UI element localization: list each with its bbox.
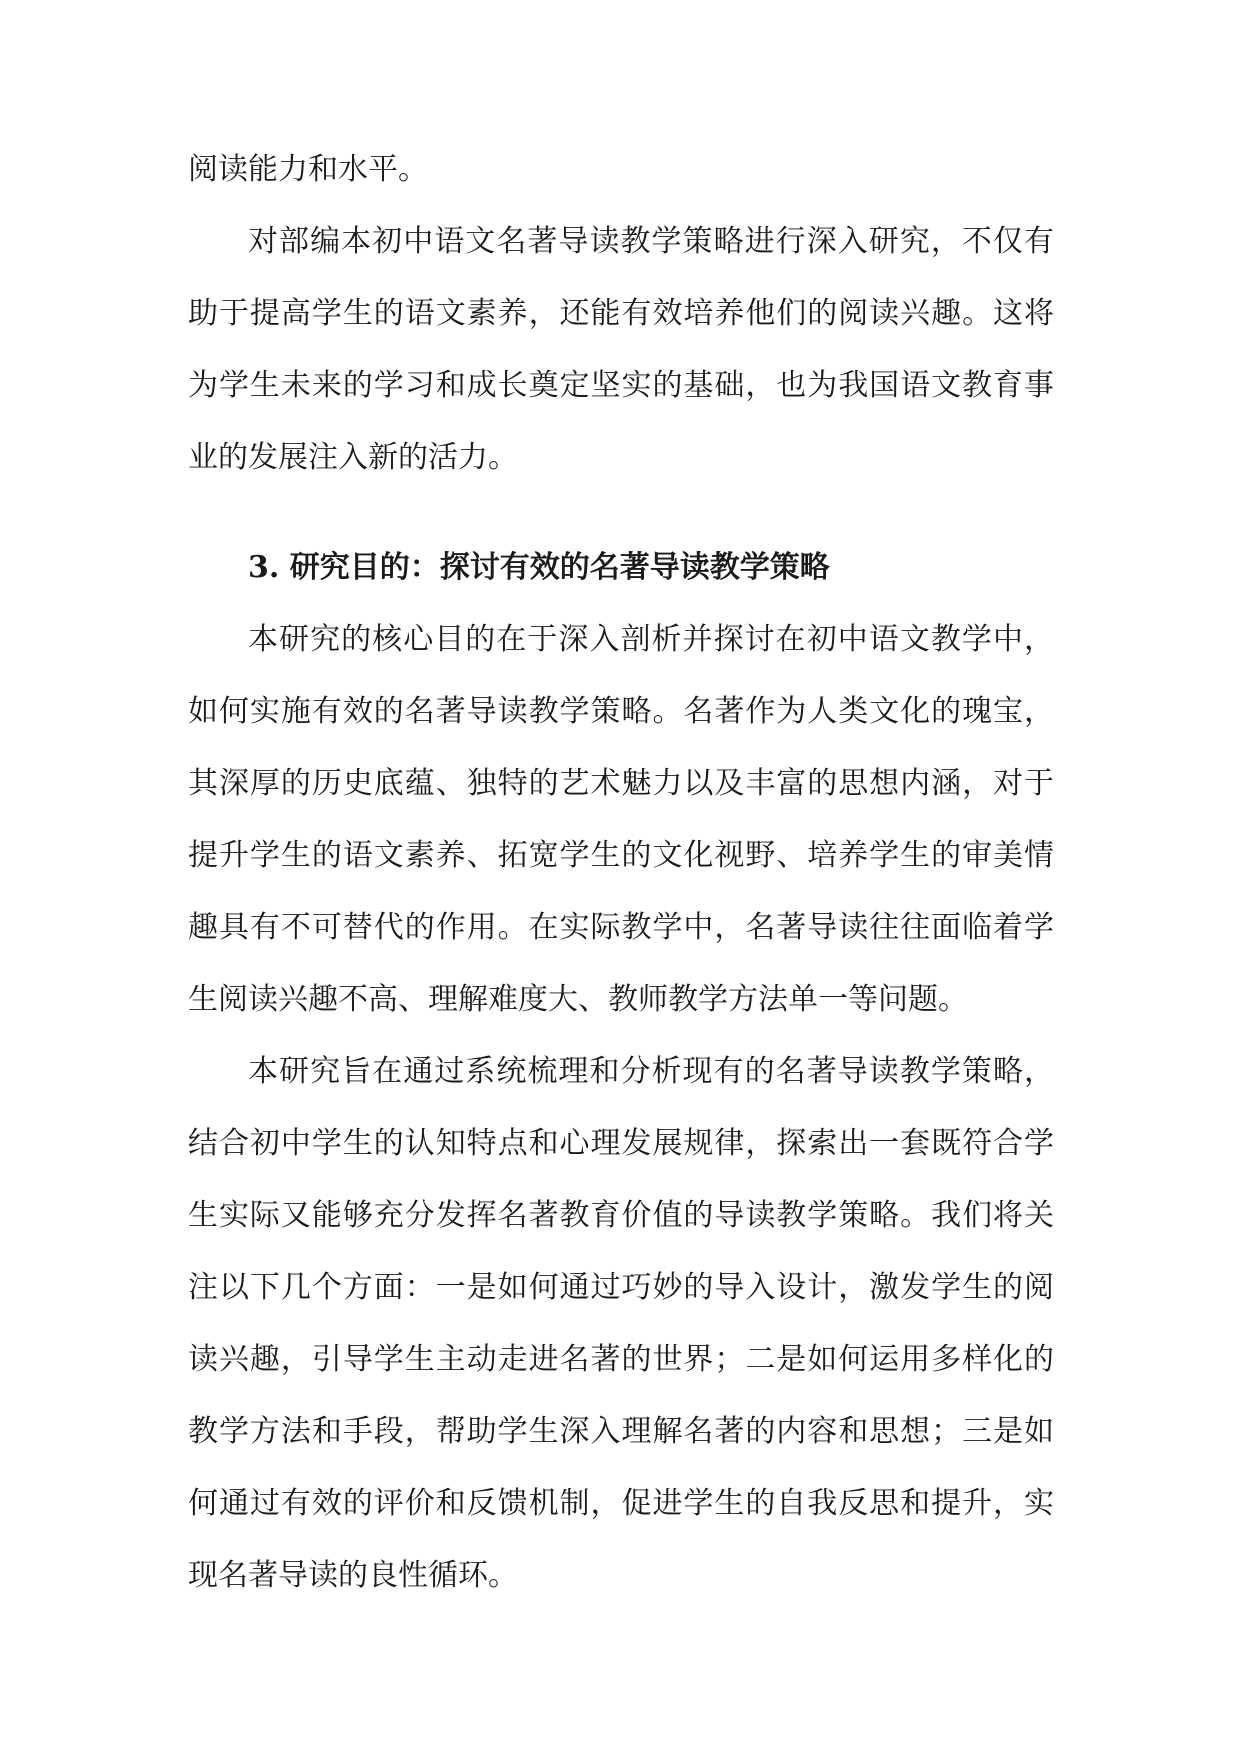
paragraph-research-aims: 本研究旨在通过系统梳理和分析现有的名著导读教学策略，结合初中学生的认知特点和心理发展规律，探索出一套既符合学生实际又能够充分发挥名著教育价值的导读教学策略。我们将关注以下几个方面：一是如何通过巧妙的导入设计，激发学生的阅读兴趣，引导学生主动走进名著的世界；二是如何运用多样化的教学方法和手段，帮助学生深入理解名著的内容和思想；三是如何通过有效的评价和反馈机制，促进学生的自我反思和提升，实现名著导读的良性循环。 [188, 1054, 1054, 1593]
paragraph-research-significance: 对部编本初中语文名著导读教学策略进行深入研究，不仅有助于提高学生的语文素养，还能有效培养他们的阅读兴趣。这将为学生未来的学习和成长奠定坚实的基础，也为我国语文教育事业的发展注入新的活力。 [188, 224, 1054, 475]
paragraph-core-purpose: 本研究的核心目的在于深入剖析并探讨在初中语文教学中，如何实施有效的名著导读教学策略。名著作为人类文化的瑰宝，其深厚的历史底蕴、独特的艺术魅力以及丰富的思想内涵，对于提升学生的语文素养、拓宽学生的文化视野、培养学生的审美情趣具有不可替代的作用。在实际教学中，名著导读往往面临着学生阅读兴趣不高、理解难度大、教师教学方法单一等问题。 [188, 622, 1054, 1017]
document-page [188, 134, 1054, 1612]
section-heading: 3. 研究目的：探讨有效的名著导读教学策略 [248, 550, 830, 585]
paragraph-continuation: 阅读能力和水平。 [188, 152, 428, 187]
